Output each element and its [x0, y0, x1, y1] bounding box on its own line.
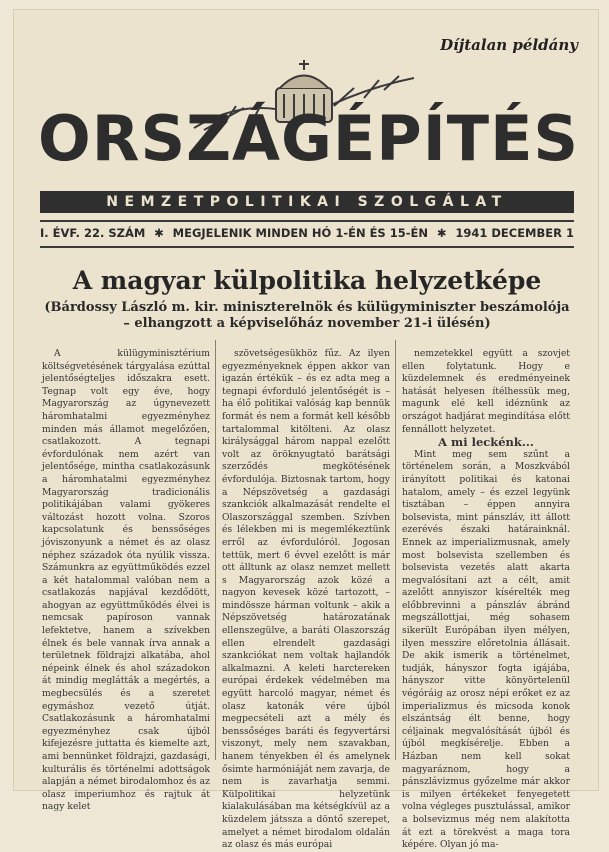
masthead-title: ORSZÁGÉPÍTÉS	[38, 102, 580, 175]
article-paragraph: nemzetekkel együtt a szovjet ellen folytatunk. Hogy e küzdelemnek és eredményeinek hatását helyesen ítélhessük meg, magunk elé kell idéznünk az országot hadjárat megindítása előtt fennállott helyzetet.	[402, 348, 570, 435]
article-paragraph: A külügyminisztérium költségvetésének tárgyalása ezúttal jelentőségteljes időszakra esett. Tegnap volt egy éve, hogy Magyarország az úgynevezett háromhatalmi egyezményhez minden más államot megelőzően, csatlakozott. A tegnapi évfordulónak nem azért van jelentősége, mintha csatlakozásunk a háromhatalmi egyezményhez Magyarország tradicionális politikájában valami gyökeres változást hozott volna. Szoros kapcsolatunk és benssőséges jóviszonyunk a német és az olasz néphez századok óta nyúlik vissza. Számunkra az együttműködés ezzel a két hatalommal valóban nem a csatlakozás napjával kezdődött, ahogyan az együttműködés élvei is nemcsak papíroson vannak lefektetve, hanem a szívekben élnek és bele vannak írva annak a területnek földrajzi alkatába, ahol népeink élnek és ahol századokon át mindig meglátták a megértés, a megbecsülés és a szeretet egymáshoz vezető útját. Csatlakozásunk a háromhatalmi egyezményhez csak újból kifejezésre juttatta és kiemelte azt, ami bennünket földrajzi, gazdasági, kulturális és történelmi adottságok alapján a német birodalomhoz és az olasz imperiumhoz és rajtuk át nagy kelet	[42, 348, 210, 813]
separator-icon: ✱	[154, 226, 164, 240]
article-column-1	[42, 348, 210, 814]
article-paragraph: Mint meg sem szűnt a történelem során, a Moszkvából irányított politikai és katonai hatalom, amely – és ezzel legyünk tisztában – éppen annyira bolsevista, mint pánszláv, itt állott ezerévés északi határainknál. Ennek az imperializmusnak, amely most bolsevista szellemben és bolsevista vezetés alatt akarta megvalósítani azt a célt, amit azelőtt annyiszor kísérelték meg előbbrevinni a pánszláv ábránd megszállottjai, még sohasem sikerült Európában ilyen mélyen, ilyen messzire előretolnia állásait. De akik ismerik a történelmet, tudják, hányszor fogta igájába, hányszor vitte könyörtelenül végóráig az orosz népi erőket ez az imperializmus és micsoda konok elszántság élt benne, hogy céljainak megvalósítását újból és újból megkísérelje. Ebben a Házban nem kell sokat magyaráznom, hogy a pánszlávizmus győzelme már akkor is milyen értékeket fenyegetett volna végleges pusztulással, amikor a bolsevizmus még nem alakította át ezt a törekvést a maga tora képére. Olyan jó ma-	[402, 448, 570, 851]
column-divider	[215, 340, 216, 760]
newspaper-page	[14, 10, 598, 851]
section-subheading: A mi leckénk...	[438, 435, 534, 450]
free-copy-label: Díjtalan példány	[440, 36, 578, 54]
separator-icon: ✱	[436, 226, 447, 240]
top-rule	[40, 220, 574, 222]
article-column-2	[222, 348, 390, 852]
article-paragraph: szövetségesükhöz fűz. Az ilyen egyezményeknek éppen akkor van igazán értékük – és ez adta meg a tegnapi évforduló jelentőségét is – ha élő politikai valóság kap bennük formát és nem a formát kell később tartalommal kitölteni. Az olasz királysággal három nappal ezelőtt volt az öröknyugtató barátsági szerződés megkötésének évfordulója. Biztosnak tartom, hogy a Népszövetség a gazdasági szankciók alkalmazását rendelte el Olaszországgal szemben. Szívben és lélekben mi is megemlékeztünk erről az évfordulóról. Jogosan tettük, mert 6 évvel ezelőtt is már ott álltunk az olasz nemzet mellett s Magyarország azok közé a nagyon kevesek közé tartozott, – mindössze hárman voltunk – akik a Népszövetség határozatának ellenszegülve, a baráti Olaszország ellen elrendelt gazdasági szankciókat nem voltak hajlandók alkalmazni. A keleti harctereken európai érdekek védelmében ma együtt harcoló magyar, német és olasz katonák vére újból megpecsételi azt a mély és benssőséges baráti és fegyvertársi viszonyt, mely nem szavakban, hanem tényekben él és amelynek ősimte harmóniáját nem zavarja, de nem is zavarhatja semmi. Külpolitikai helyzetünk kialakulásában ma kétségkívül az a küzdelem játssza a döntő szerepet, amelyet a német birodalom oldalán az olasz és más európai	[222, 348, 390, 851]
article-column-3	[402, 348, 570, 852]
issue-date: 1941 DECEMBER 1	[455, 226, 574, 240]
issue-line	[40, 226, 574, 240]
article-subheadline: (Bárdossy László m. kir. miniszterelnök és külügyminiszter beszámolója – elhangzott a képviselőház november 21-i ülésén)	[44, 300, 570, 331]
issue-frequency: MEGJELENIK MINDEN HÓ 1-ÉN ÉS 15-ÉN	[172, 226, 428, 240]
column-divider	[395, 340, 396, 760]
masthead-subtitle: NEMZETPOLITIKAI SZOLGÁLAT	[40, 191, 574, 213]
article-headline: A magyar külpolitika helyzetképe	[72, 266, 542, 295]
issue-volume: I. ÉVF. 22. SZÁM	[40, 226, 146, 240]
bottom-rule	[40, 246, 574, 248]
